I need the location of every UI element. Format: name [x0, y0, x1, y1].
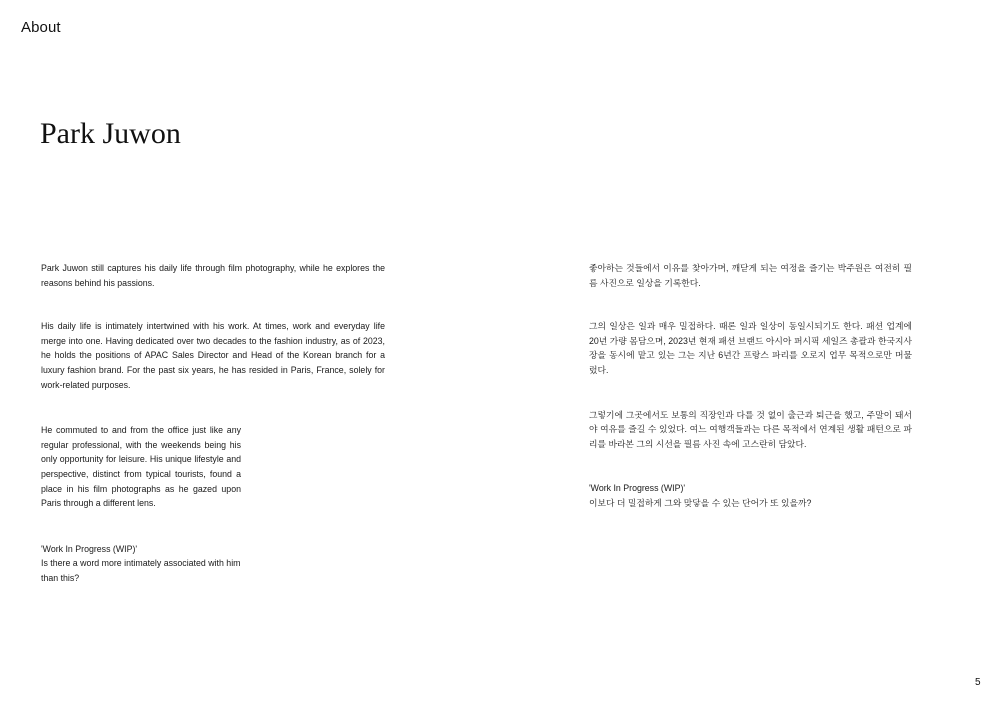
english-wip-title: 'Work In Progress (WIP)' — [41, 543, 138, 554]
korean-wip-text: 이보다 더 밀접하게 그와 맞닿을 수 있는 단어가 또 있을까? — [589, 497, 812, 508]
english-wip-text: Is there a word more intimately associated with him than this? — [41, 558, 241, 583]
english-intro-paragraph: Park Juwon still captures his daily life through film photography, while he explores the reasons behind his passions. — [41, 263, 385, 288]
english-wip-block — [41, 542, 241, 586]
page-title: Park Juwon — [40, 117, 181, 150]
korean-work-paragraph: 그의 일상은 일과 매우 밀접하다. 때론 일과 일상이 동일시되기도 한다. 패션 업계에 20년 가량 몸담으며, 2023년 현재 패션 브랜드 아시아 퍼시픽 세일즈 총괄과 한국지사장을 동시에 맡고 있는 그는 지난 6년간 프랑스 파리를 오로지 업무 목적으로만 머물렀다. — [589, 321, 912, 375]
korean-column — [589, 261, 912, 511]
korean-wip-title: 'Work In Progress (WIP)' — [589, 483, 686, 494]
korean-wip-block — [589, 481, 912, 510]
korean-intro-paragraph: 좋아하는 것들에서 이유를 찾아가며, 깨닫게 되는 여정을 즐기는 박주원은 여전히 필름 사진으로 일상을 기록한다. — [589, 263, 912, 288]
english-work-paragraph: His daily life is intimately intertwined with his work. At times, work and everyday life merge into one. Having dedicated over two decades to the fashion industry, as of 2023, he holds the positions of APAC Sales Director and Head of the Korean branch for a luxury fashion brand. For the past six years, he has resided in Paris, France, solely for work-related purposes. — [41, 321, 385, 390]
page-number: 5 — [975, 677, 981, 688]
section-label: About — [21, 19, 61, 36]
english-paris-paragraph: He commuted to and from the office just like any regular professional, with the weekends being his only opportunity for leisure. His unique lifestyle and perspective, distinct from typical tourists, found a place in his film photographs as he gazed upon Paris through a different lens. — [41, 425, 241, 509]
english-column — [41, 261, 385, 586]
korean-paris-paragraph: 그렇기에 그곳에서도 보통의 직장인과 다를 것 없이 출근과 퇴근을 했고, 주말이 돼서야 여유를 즐길 수 있었다. 여느 여행객들과는 다른 목적에서 연계된 생활 패턴으로 파리를 바라본 그의 시선을 필름 사진 속에 고스란히 담았다. — [589, 409, 912, 449]
